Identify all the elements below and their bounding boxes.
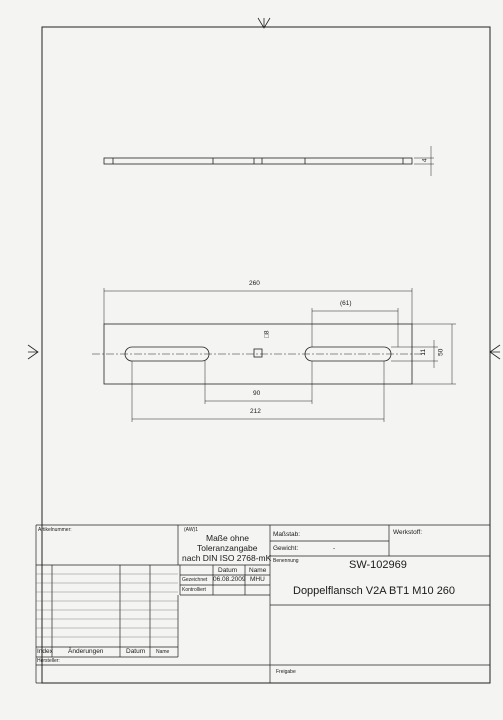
dim-square: □8 (263, 330, 271, 339)
material-label: Werkstoff: (393, 529, 423, 536)
dim-thickness: 4 (421, 158, 429, 163)
dim-width: 50 (437, 348, 445, 356)
revision-date-label: Datum (126, 648, 146, 655)
top-view (92, 324, 425, 384)
dim-slot-width: 11 (420, 348, 428, 356)
drawn-label: Gezeichnet (182, 577, 208, 583)
checked-label: Kontrolliert (182, 587, 206, 593)
tolerance-line1: Maße ohne (206, 533, 249, 543)
side-view (104, 146, 434, 176)
dim-overall-length: 260 (249, 280, 260, 287)
manufacturer-label: Hersteller: (37, 658, 60, 664)
dim-slot-offset: (61) (340, 300, 352, 307)
drawn-name: MHU (250, 576, 265, 583)
dimension-lines (104, 288, 456, 422)
center-mark-right (490, 345, 500, 359)
index-label: Index (37, 648, 53, 655)
tolerance-line2: Toleranzangabe (197, 543, 258, 553)
drawing-title: Doppelflansch V2A BT1 M10 260 (293, 585, 456, 597)
center-mark-left (28, 345, 38, 359)
weight-label: Gewicht: (273, 545, 299, 552)
drawn-date: 06.08.2009 (213, 576, 246, 583)
scale-label: Maßstab: (273, 531, 301, 538)
designation-label: Benennung (273, 558, 299, 564)
aw-label: (AW)1 (184, 527, 198, 533)
part-number: SW-102969 (349, 559, 407, 571)
article-label: Artikelnummer: (38, 527, 72, 533)
title-block-lines (36, 525, 490, 683)
revision-name-label: Name (156, 649, 170, 655)
name-header: Name (249, 567, 267, 574)
dim-slot-outer: 212 (250, 408, 261, 415)
changes-label: Änderungen (68, 648, 104, 655)
date-header: Datum (218, 567, 238, 574)
weight-value: - (333, 545, 336, 552)
release-label: Freigabe (276, 669, 296, 675)
tolerance-line3: nach DIN ISO 2768-mK (182, 553, 272, 563)
dim-slot-spacing: 90 (253, 390, 261, 397)
